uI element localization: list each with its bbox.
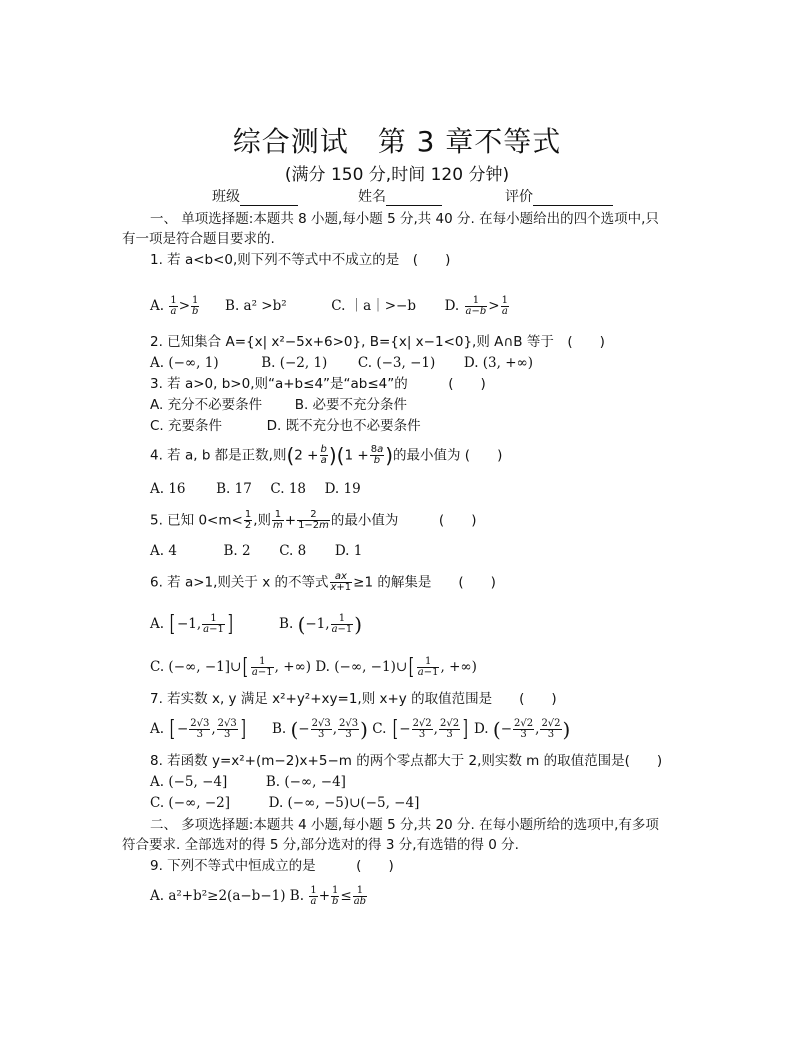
q4-stem: 4. 若 a, b 都是正数,则(2 + $\frac{b}{a}$ )(1 + $\frac{8a}{b}$ )的最小值为 ( ) <box>150 443 503 468</box>
q3-opt-a: A. 充分不必要条件 <box>150 397 263 413</box>
q5-opt-c: C. 8 <box>279 543 307 559</box>
q4-opt-b: B. 17 <box>216 481 252 497</box>
q2-options <box>150 354 533 372</box>
page-title: 综合测试 第 3 章不等式 <box>232 125 562 158</box>
q1-opt-a: A. $\frac{1}{a}$ > $\frac{1}{b}$ <box>150 295 199 317</box>
q2-opt-d: D. (3, +∞) <box>463 355 534 371</box>
q9-opt-a: A. a²+b²≥2(a−b−1) <box>150 888 286 904</box>
q8-opt-a: A. (−5, −4] <box>150 774 228 790</box>
q3-options-1 <box>150 396 407 414</box>
q7-opt-a: A. [ − $\frac{2√3}{3}$ , $\frac{2√3}{3}$ ] <box>150 716 246 742</box>
q3-opt-d: D. 既不充分也不必要条件 <box>266 418 421 434</box>
q7-opt-d: D. (− $\frac{2√2}{3}$ , $\frac{2√2}{3}$ ) <box>473 717 571 742</box>
q8-opt-c: C. (−∞, −2] <box>150 795 231 811</box>
page-subtitle: (满分 150 分,时间 120 分钟) <box>284 165 510 185</box>
q2-opt-a: A. (−∞, 1) <box>150 355 219 371</box>
name-field <box>358 186 442 206</box>
section1-heading-2: 有一项是符合题目要求的. <box>122 231 275 247</box>
q3-stem: 3. 若 a>0, b>0,则“a+b≤4”是“ab≤4”的 ( ) <box>150 376 486 392</box>
q8-opt-d: D. (−∞, −5)∪(−5, −4] <box>268 795 420 811</box>
q4-opt-c: C. 18 <box>270 481 306 497</box>
q6-opt-a: A. [ −1, $\frac{1}{a-1}$ ] <box>150 611 233 637</box>
name-blank <box>386 191 442 206</box>
q5-opt-b: B. 2 <box>223 543 251 559</box>
score-blank <box>533 191 613 206</box>
q4-options <box>150 480 361 498</box>
q1-options <box>150 296 510 317</box>
q1-opt-d: D. $\frac{1}{a-b}$ > $\frac{1}{a}$ <box>444 295 508 317</box>
q4-opt-a: A. 16 <box>150 481 186 497</box>
section1-heading-1: 一、 单项选择题:本题共 8 小题,每小题 5 分,共 40 分. 在每小题给出的四个选项中,只 <box>150 211 659 227</box>
q6-opt-d: D. (−∞, −1)∪[ $\frac{1}{a-1}$ , +∞) <box>315 654 477 680</box>
class-blank <box>240 191 298 206</box>
q7-opt-c: C. [ − $\frac{2√2}{3}$ , $\frac{2√2}{3}$ ] <box>372 716 468 742</box>
q8-options-2 <box>150 794 419 812</box>
q3-options-2 <box>150 417 421 435</box>
q6-opt-b: B. (−1, $\frac{1}{a-1}$ ) <box>279 612 363 637</box>
name-label: 姓名 <box>358 189 386 205</box>
score-label: 评价 <box>505 189 533 205</box>
q6-stem: 6. 若 a>1,则关于 x 的不等式 $\frac{ax}{x+1}$ ≥1 的解集是 ( ) <box>150 571 496 593</box>
q5-options <box>150 542 362 560</box>
q7-stem: 7. 若实数 x, y 满足 x²+y²+xy=1,则 x+y 的取值范围是 ( ) <box>150 691 557 707</box>
q2-stem: 2. 已知集合 A={x| x²−5x+6>0}, B={x| x−1<0},则 A∩B 等于 ( ) <box>150 334 605 350</box>
q2-opt-b: B. (−2, 1) <box>261 355 328 371</box>
q1-opt-b: B. a² >b² <box>225 298 287 314</box>
q3-opt-c: C. 充要条件 <box>150 418 223 434</box>
q1-opt-c: C. ｜a｜>−b <box>331 298 416 314</box>
q7-opt-b: B. (− $\frac{2√3}{3}$ , $\frac{2√3}{3}$ ) <box>271 717 368 742</box>
q6-opt-c: C. (−∞, −1]∪[ $\frac{1}{a-1}$ , +∞) <box>150 654 316 680</box>
q1-stem: 1. 若 a<b<0,则下列不等式中不成立的是 ( ) <box>150 252 451 268</box>
q2-opt-c: C. (−3, −1) <box>357 355 436 371</box>
q6-options-1 <box>150 611 363 637</box>
q5-opt-a: A. 4 <box>150 543 177 559</box>
q8-opt-b: B. (−∞, −4] <box>265 774 346 790</box>
q8-options-1 <box>150 773 346 791</box>
section2-heading-1: 二、 多项选择题:本题共 4 小题,每小题 5 分,共 20 分. 在每小题所给的选项中,有多项 <box>150 817 659 833</box>
q8-stem: 8. 若函数 y=x²+(m−2)x+5−m 的两个零点都大于 2,则实数 m 的取值范围是( ) <box>150 753 663 769</box>
q9-opt-b: B. $\frac{1}{a}$ + $\frac{1}{b}$ ≤ $\frac{1}{ab}$ <box>289 885 367 907</box>
q7-options <box>150 716 571 742</box>
score-field <box>505 186 613 206</box>
class-label: 班级 <box>212 189 240 205</box>
section2-heading-2: 符合要求. 全部选对的得 5 分,部分选对的得 3 分,有选错的得 0 分. <box>122 837 519 853</box>
q5-stem: 5. 已知 0<m< $\frac{1}{2}$ ,则 $\frac{1}{m}$ + $\frac{2}{1-2m}$ 的最小值为 ( ) <box>150 509 477 531</box>
q4-opt-d: D. 19 <box>324 481 361 497</box>
q9-options <box>150 886 368 907</box>
class-field <box>212 186 298 206</box>
q5-opt-d: D. 1 <box>334 543 363 559</box>
q6-options-2 <box>150 654 477 680</box>
q9-stem: 9. 下列不等式中恒成立的是 ( ) <box>150 858 394 874</box>
q3-opt-b: B. 必要不充分条件 <box>294 397 408 413</box>
